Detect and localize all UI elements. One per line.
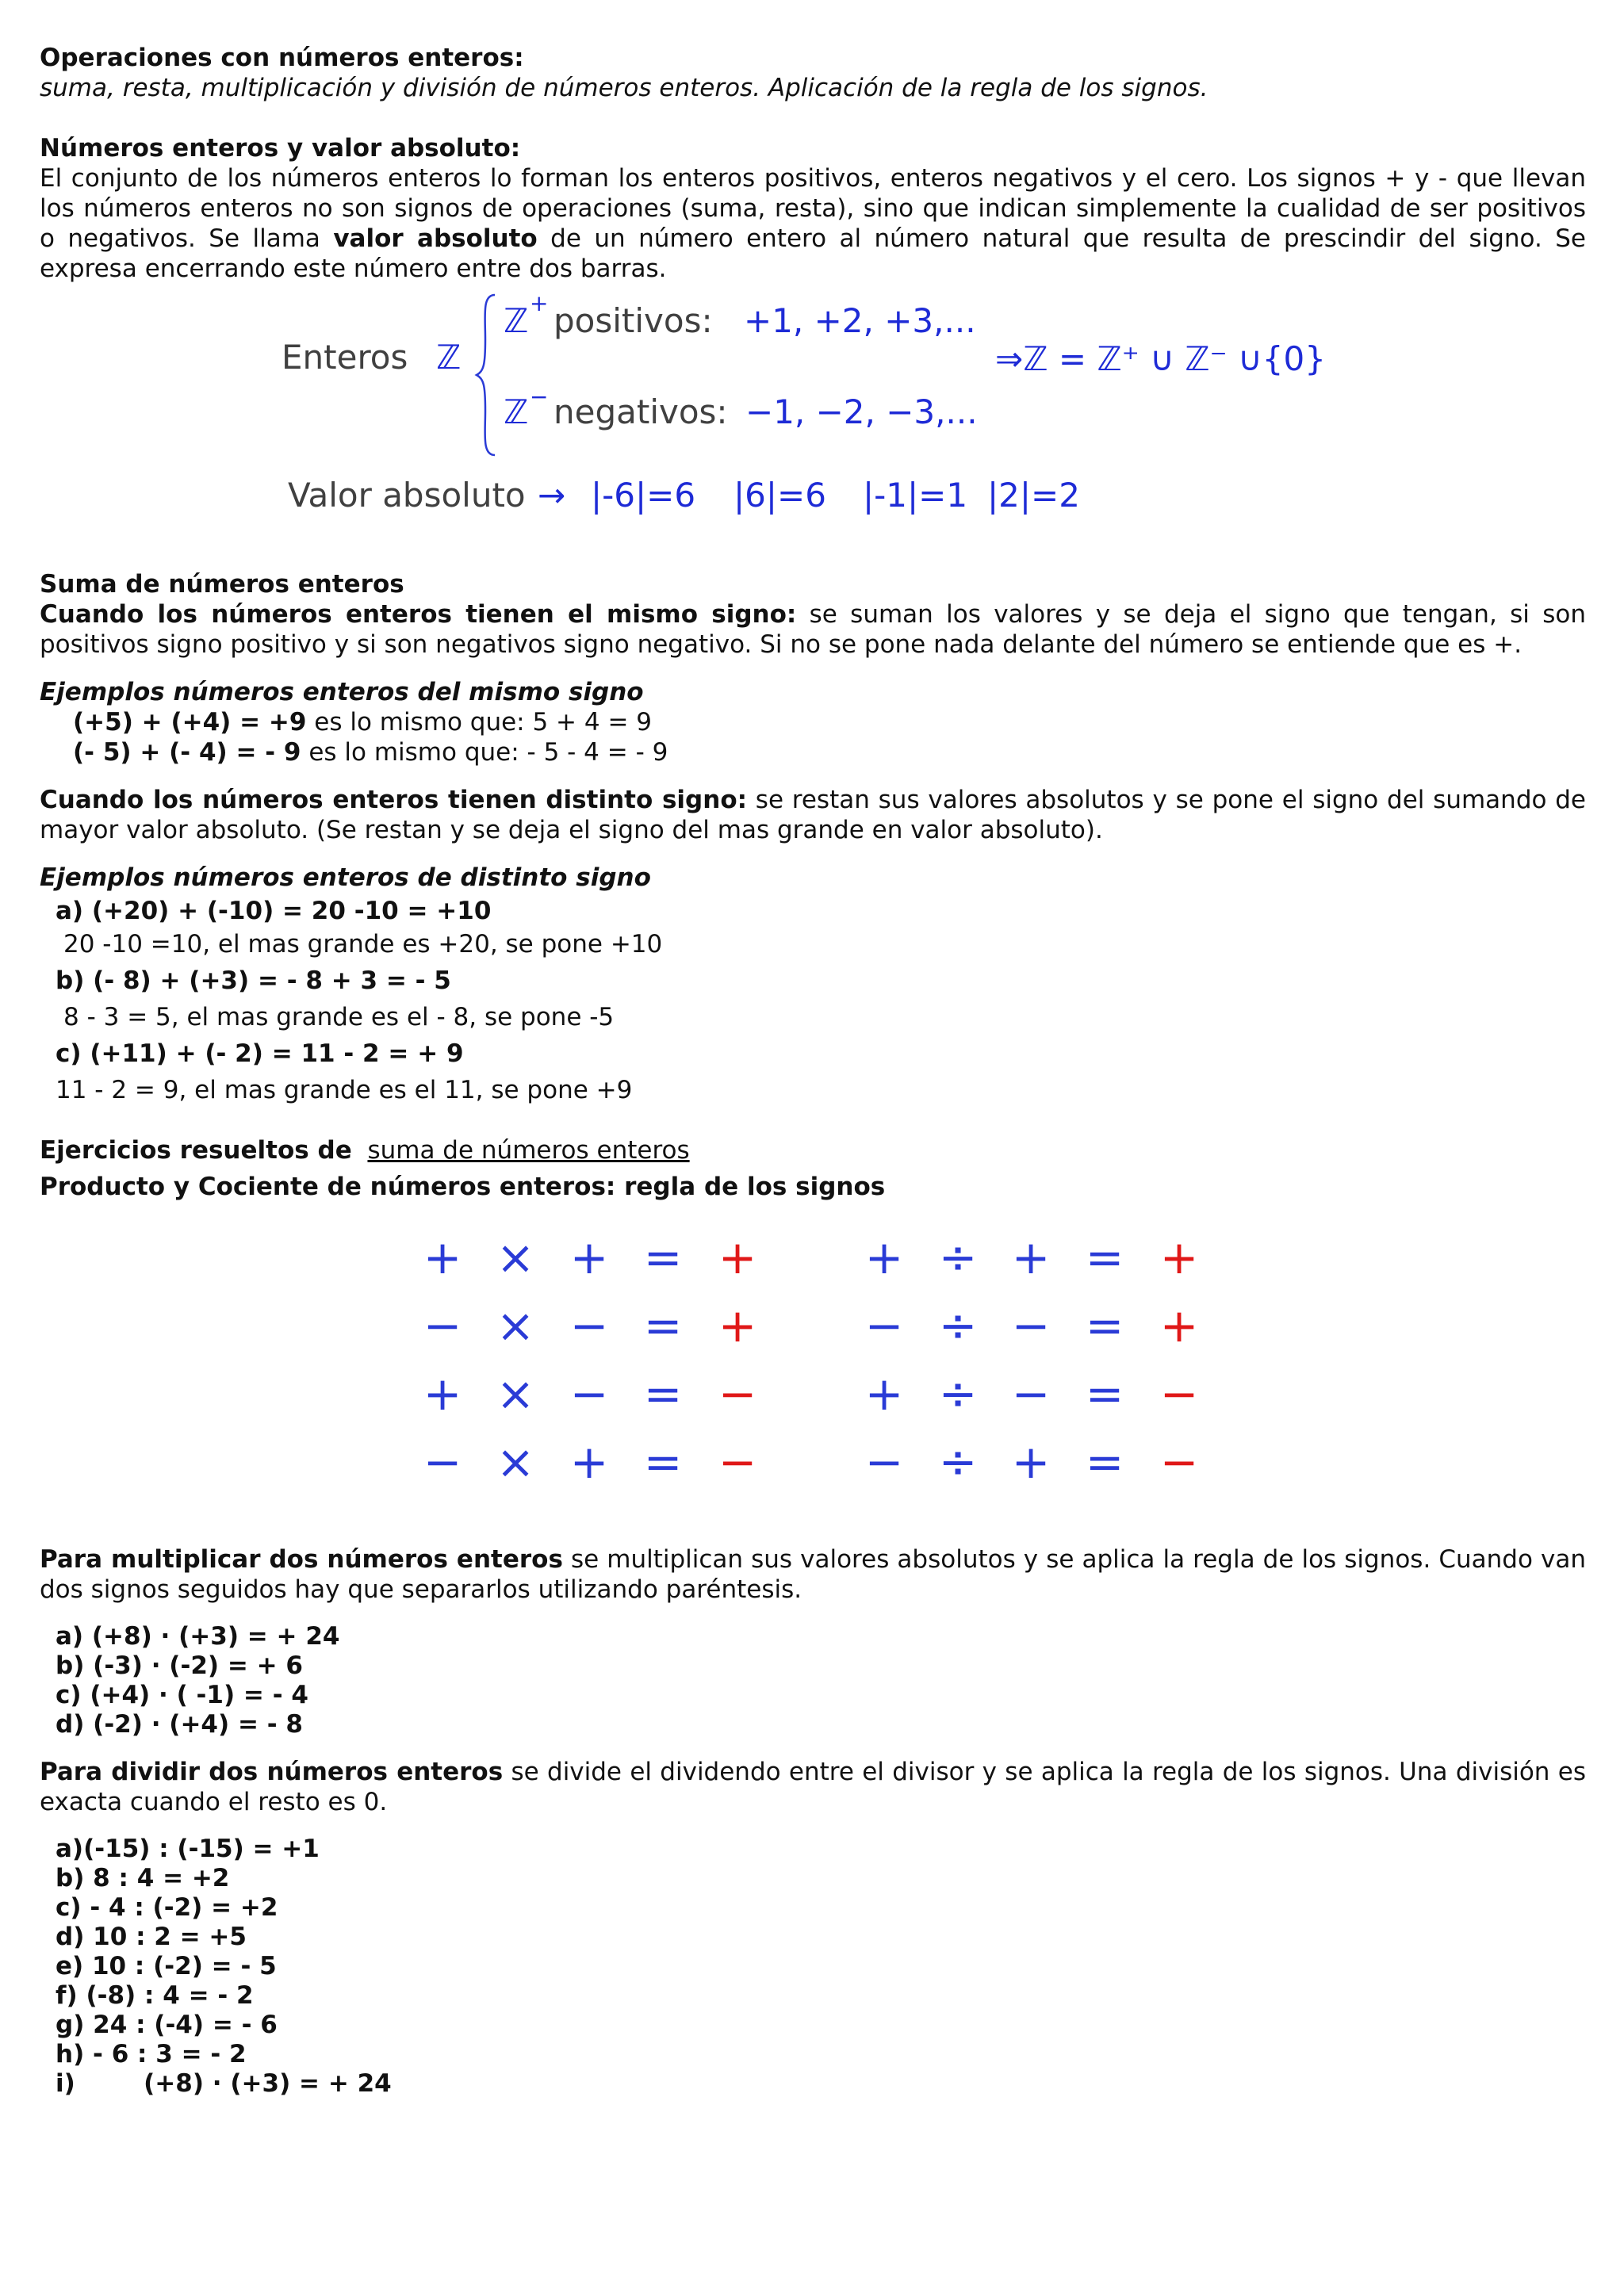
- mult-sign-r2-c5: +: [718, 1299, 757, 1353]
- div-example: e) 10 : (-2) = - 5: [56, 1952, 277, 1980]
- mult-sign-r2-c4: =: [643, 1299, 683, 1353]
- div-example: i) (+8) · (+3) = + 24: [56, 2069, 392, 2098]
- div-example: d) 10 : 2 = +5: [56, 1923, 247, 1951]
- valor-absoluto-label: Valor absoluto: [288, 476, 526, 515]
- mult-example: d) (-2) · (+4) = - 8: [56, 1710, 303, 1739]
- div-example: b) 8 : 4 = +2: [56, 1864, 230, 1892]
- div-sign-r1-c3: +: [1011, 1230, 1051, 1284]
- div-sign-r2-c4: =: [1085, 1299, 1124, 1353]
- ejemplo-distinto-a: a) (+20) + (-10) = 20 -10 = +10: [56, 897, 492, 925]
- div-sign-r3-c4: =: [1085, 1367, 1124, 1421]
- ejemplo-distinto-b-explicacion: 8 - 3 = 5, el mas grande es el - 8, se pone -5: [63, 1003, 615, 1031]
- z-symbol: ℤ: [436, 338, 462, 377]
- suma-distinto-signo-paragraph: Cuando los números enteros tienen distinto signo: se restan sus valores absolutos y se pone el signo del sumando de mayor valor absoluto. (Se restan y se deja el signo del mas grande en valor absoluto).: [40, 786, 1586, 844]
- dividir-paragraph: Para dividir dos números enteros se divide el dividendo entre el divisor y se aplica la regla de los signos. Una división es exacta cuando el resto es 0.: [40, 1758, 1586, 1816]
- mult-sign-r2-c2: ×: [496, 1299, 535, 1353]
- abs-example-3: |-1|=1: [863, 476, 968, 515]
- div-sign-r4-c4: =: [1085, 1435, 1124, 1489]
- enteros-formula-figure: [40, 284, 1586, 569]
- div-sign-r2-c2: ÷: [938, 1299, 978, 1353]
- ejemplo-distinto-b: b) (- 8) + (+3) = - 8 + 3 = - 5: [56, 966, 451, 995]
- mult-sign-r3-c2: ×: [496, 1367, 535, 1421]
- mult-example: b) (-3) · (-2) = + 6: [56, 1651, 303, 1680]
- ejemplos-distinto-signo-heading: Ejemplos números enteros de distinto signo: [40, 863, 651, 892]
- page-subtitle: suma, resta, multiplicación y división de números enteros. Aplicación de la regla de los signos.: [40, 74, 1208, 102]
- div-sign-r2-c5: +: [1159, 1299, 1199, 1353]
- signs-rule-table: [40, 1230, 1586, 1527]
- left-brace: [474, 292, 498, 458]
- div-example: c) - 4 : (-2) = +2: [56, 1893, 278, 1922]
- division-examples: [40, 1835, 1586, 2099]
- ejemplos-mismo-signo-heading: Ejemplos números enteros del mismo signo: [40, 678, 644, 706]
- ejemplo-distinto-c-explicacion: 11 - 2 = 9, el mas grande es el 11, se pone +9: [56, 1076, 633, 1104]
- div-sign-r1-c4: =: [1085, 1230, 1124, 1284]
- div-sign-r4-c5: −: [1159, 1435, 1199, 1489]
- mult-sign-r1-c3: +: [569, 1230, 609, 1284]
- mult-sign-r1-c4: =: [643, 1230, 683, 1284]
- abs-example-4: |2|=2: [987, 476, 1080, 515]
- div-sign-r4-c1: −: [864, 1435, 904, 1489]
- div-example: f) (-8) : 4 = - 2: [56, 1981, 254, 2010]
- page-title: Operaciones con números enteros:: [40, 44, 524, 72]
- mult-sign-r1-c5: +: [718, 1230, 757, 1284]
- div-example: h) - 6 : 3 = - 2: [56, 2040, 247, 2068]
- ejemplo-mismo-2: (- 5) + (- 4) = - 9 es lo mismo que: - 5 - 4 = - 9: [73, 738, 668, 767]
- enteros-label: Enteros: [282, 338, 408, 377]
- multiplicacion-examples: [40, 1622, 1586, 1739]
- document-page: [40, 43, 1586, 2099]
- valor-absoluto-paragraph: El conjunto de los números enteros lo forman los enteros positivos, enteros negativos y el cero. Los signos + y - que llevan los números enteros no son signos de operaciones (suma, resta), sino que indican simplemente la cualidad de ser positivos o negativos. Se llama valor absoluto de un número entero al número natural que resulta de prescindir del signo. Se expresa encerrando este número entre dos barras.: [40, 164, 1587, 283]
- abs-example-2: |6|=6: [733, 476, 826, 515]
- div-sign-r1-c5: +: [1159, 1230, 1199, 1284]
- ejercicios-resueltos-line: Ejercicios resueltos de suma de números enteros: [40, 1136, 690, 1165]
- z-minus-symbol: ℤ: [504, 392, 529, 431]
- suma-mismo-signo-paragraph: Cuando los números enteros tienen el mismo signo: se suman los valores y se deja el signo que tengan, si son positivos signo positivo y si son negativos signo negativo. Si no se pone nada delante del número se entiende que es +.: [40, 600, 1586, 659]
- div-sign-r3-c5: −: [1159, 1367, 1199, 1421]
- mult-example: a) (+8) · (+3) = + 24: [56, 1622, 340, 1651]
- mult-sign-r4-c1: −: [423, 1435, 462, 1489]
- div-sign-r4-c3: +: [1011, 1435, 1051, 1489]
- div-example: g) 24 : (-4) = - 6: [56, 2011, 278, 2039]
- mult-sign-r3-c1: +: [423, 1367, 462, 1421]
- div-sign-r1-c1: +: [864, 1230, 904, 1284]
- div-sign-r2-c1: −: [864, 1299, 904, 1353]
- mult-sign-r3-c3: −: [569, 1367, 609, 1421]
- union-formula: ⇒ℤ = ℤ⁺ ∪ ℤ⁻ ∪{0}: [995, 339, 1326, 378]
- mult-sign-r1-c1: +: [423, 1230, 462, 1284]
- suma-ejercicios-link[interactable]: suma de números enteros: [367, 1136, 690, 1165]
- mult-sign-r2-c1: −: [423, 1299, 462, 1353]
- div-sign-r2-c3: −: [1011, 1299, 1051, 1353]
- mult-sign-r4-c4: =: [643, 1435, 683, 1489]
- mult-sign-r4-c2: ×: [496, 1435, 535, 1489]
- positivos-values: +1, +2, +3,...: [744, 301, 976, 340]
- mult-sign-r4-c5: −: [718, 1435, 757, 1489]
- positivos-label: positivos:: [553, 301, 713, 340]
- section-heading-suma: Suma de números enteros: [40, 570, 404, 599]
- div-example: a)(-15) : (-15) = +1: [56, 1835, 320, 1863]
- mult-sign-r3-c4: =: [643, 1367, 683, 1421]
- multiplicar-paragraph: Para multiplicar dos números enteros se multiplican sus valores absolutos y se aplica la regla de los signos. Cuando van dos signos seguidos hay que separarlos utilizando paréntesis.: [40, 1545, 1586, 1604]
- div-sign-r4-c2: ÷: [938, 1435, 978, 1489]
- mult-sign-r4-c3: +: [569, 1435, 609, 1489]
- div-sign-r3-c1: +: [864, 1367, 904, 1421]
- ejemplo-distinto-a-explicacion: 20 -10 =10, el mas grande es +20, se pone +10: [63, 930, 663, 959]
- section-heading-producto: Producto y Cociente de números enteros: regla de los signos: [40, 1173, 886, 1201]
- section-heading-valor-absoluto: Números enteros y valor absoluto:: [40, 134, 521, 163]
- ejemplo-mismo-1: (+5) + (+4) = +9 es lo mismo que: 5 + 4 = 9: [73, 708, 653, 737]
- z-plus-symbol: ℤ: [504, 301, 529, 340]
- ejemplo-distinto-c: c) (+11) + (- 2) = 11 - 2 = + 9: [56, 1039, 464, 1068]
- div-sign-r3-c3: −: [1011, 1367, 1051, 1421]
- negativos-values: −1, −2, −3,...: [745, 392, 978, 431]
- plus-superscript: +: [530, 290, 549, 316]
- negativos-label: negativos:: [553, 392, 728, 431]
- mult-sign-r2-c3: −: [569, 1299, 609, 1353]
- div-sign-r1-c2: ÷: [938, 1230, 978, 1284]
- div-sign-r3-c2: ÷: [938, 1367, 978, 1421]
- mult-example: c) (+4) · ( -1) = - 4: [56, 1681, 308, 1709]
- mult-sign-r3-c5: −: [718, 1367, 757, 1421]
- minus-superscript: −: [530, 384, 549, 410]
- arrow-icon: →: [538, 476, 566, 515]
- mult-sign-r1-c2: ×: [496, 1230, 535, 1284]
- abs-example-1: |-6|=6: [591, 476, 696, 515]
